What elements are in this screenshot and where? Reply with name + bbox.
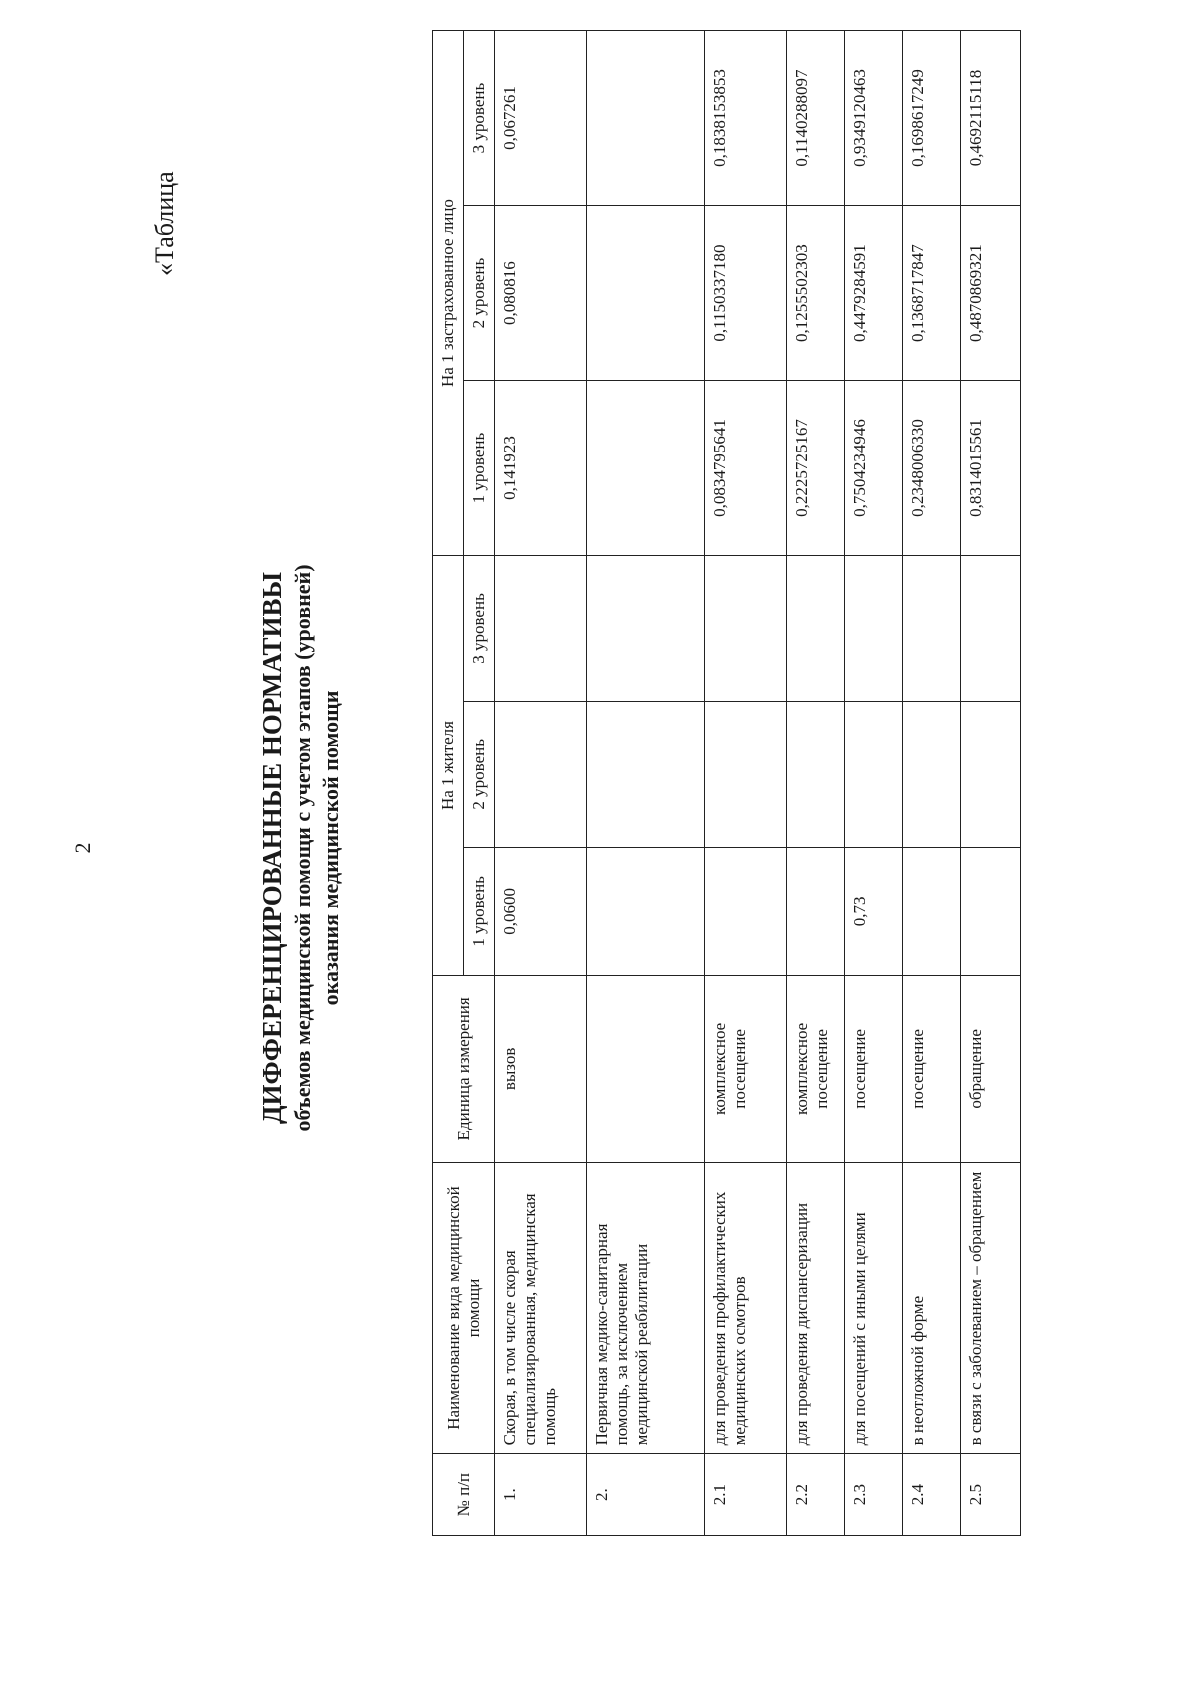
cell-resident-level1 [787, 847, 845, 975]
cell-num: 2.3 [845, 1454, 903, 1536]
table-row [787, 31, 845, 1536]
cell-resident-level3 [587, 556, 705, 702]
cell-unit: комплексное посещение [787, 976, 845, 1163]
cell-resident-level2 [787, 701, 845, 847]
cell-resident-level3 [495, 556, 587, 702]
cell-resident-level2 [845, 701, 903, 847]
document-subtitle-line2: оказания медицинской помощи [318, 690, 343, 1006]
cell-insured-level2: 0,1255502303 [787, 206, 845, 381]
normatives-table [432, 30, 1021, 1536]
page-number: 2 [70, 842, 95, 854]
table-row [587, 31, 705, 1536]
cell-insured-level1 [587, 381, 705, 556]
cell-resident-level3 [705, 556, 787, 702]
cell-resident-level1 [705, 847, 787, 975]
cell-resident-level3 [845, 556, 903, 702]
cell-num: 2.1 [705, 1454, 787, 1536]
cell-resident-level2 [587, 701, 705, 847]
header-insured-level1: 1 уровень [464, 381, 495, 556]
cell-insured-level1: 0,8314015561 [961, 381, 1021, 556]
cell-resident-level3 [903, 556, 961, 702]
cell-unit: посещение [845, 976, 903, 1163]
cell-insured-level1: 0,141923 [495, 381, 587, 556]
cell-unit: вызов [495, 976, 587, 1163]
header-resident-level2: 2 уровень [464, 701, 495, 847]
cell-insured-level3: 0,1698617249 [903, 31, 961, 206]
header-per-insured: На 1 застрахованное лицо [433, 31, 464, 556]
header-insured-level2: 2 уровень [464, 206, 495, 381]
cell-name: для проведения профилактических медицинских осмотров [705, 1162, 787, 1454]
cell-num: 2.4 [903, 1454, 961, 1536]
cell-insured-level2: 0,1368717847 [903, 206, 961, 381]
cell-resident-level2 [903, 701, 961, 847]
title-block [255, 0, 345, 1696]
header-unit: Единица измерения [433, 976, 495, 1163]
cell-insured-level3: 0,1838153853 [705, 31, 787, 206]
cell-name: для посещений с иными целями [845, 1162, 903, 1454]
cell-insured-level2: 0,4479284591 [845, 206, 903, 381]
cell-name: Первичная медико-санитарная помощь, за исключением медицинской реабилитации [587, 1162, 705, 1454]
table-row [495, 31, 587, 1536]
cell-insured-level2: 0,1150337180 [705, 206, 787, 381]
cell-resident-level1 [961, 847, 1021, 975]
cell-insured-level3: 0,9349120463 [845, 31, 903, 206]
cell-name: в связи с заболеванием – обращением [961, 1162, 1021, 1454]
cell-unit: обращение [961, 976, 1021, 1163]
cell-insured-level2: 0,4870869321 [961, 206, 1021, 381]
cell-num: 2. [587, 1454, 705, 1536]
cell-unit [587, 976, 705, 1163]
cell-unit: посещение [903, 976, 961, 1163]
cell-insured-level1: 0,0834795641 [705, 381, 787, 556]
header-per-resident: На 1 жителя [433, 556, 464, 976]
table-row [845, 31, 903, 1536]
document-title: ДИФФЕРЕНЦИРОВАННЫЕ НОРМАТИВЫ [257, 572, 287, 1125]
cell-resident-level1: 0,0600 [495, 847, 587, 975]
cell-resident-level1 [903, 847, 961, 975]
cell-resident-level2 [961, 701, 1021, 847]
cell-resident-level2 [705, 701, 787, 847]
cell-name: в неотложной форме [903, 1162, 961, 1454]
header-insured-level3: 3 уровень [464, 31, 495, 206]
table-row [961, 31, 1021, 1536]
header-num: № п/п [433, 1454, 495, 1536]
cell-insured-level1: 0,2225725167 [787, 381, 845, 556]
table-row [903, 31, 961, 1536]
table-caption: «Таблица [150, 171, 179, 276]
cell-resident-level3 [961, 556, 1021, 702]
header-resident-level1: 1 уровень [464, 847, 495, 975]
document-subtitle-line1: объемов медицинской помощи с учетом этапов (уровней) [290, 564, 315, 1132]
cell-insured-level3 [587, 31, 705, 206]
cell-insured-level2 [587, 206, 705, 381]
cell-name: Скорая, в том числе скорая специализированная, медицинская помощь [495, 1162, 587, 1454]
cell-insured-level3: 0,4692115118 [961, 31, 1021, 206]
cell-insured-level1: 0,2348006330 [903, 381, 961, 556]
cell-name: для проведения диспансеризации [787, 1162, 845, 1454]
table-body [495, 31, 1021, 1536]
cell-insured-level1: 0,7504234946 [845, 381, 903, 556]
table-row [705, 31, 787, 1536]
cell-insured-level3: 0,067261 [495, 31, 587, 206]
cell-resident-level3 [787, 556, 845, 702]
header-resident-level3: 3 уровень [464, 556, 495, 702]
cell-resident-level1 [587, 847, 705, 975]
header-row [433, 31, 464, 1536]
cell-num: 1. [495, 1454, 587, 1536]
cell-num: 2.2 [787, 1454, 845, 1536]
cell-resident-level1: 0,73 [845, 847, 903, 975]
cell-unit: комплексное посещение [705, 976, 787, 1163]
cell-resident-level2 [495, 701, 587, 847]
cell-num: 2.5 [961, 1454, 1021, 1536]
cell-insured-level3: 0,1140288097 [787, 31, 845, 206]
cell-insured-level2: 0,080816 [495, 206, 587, 381]
header-name: Наименование вида медицинской помощи [433, 1162, 495, 1454]
